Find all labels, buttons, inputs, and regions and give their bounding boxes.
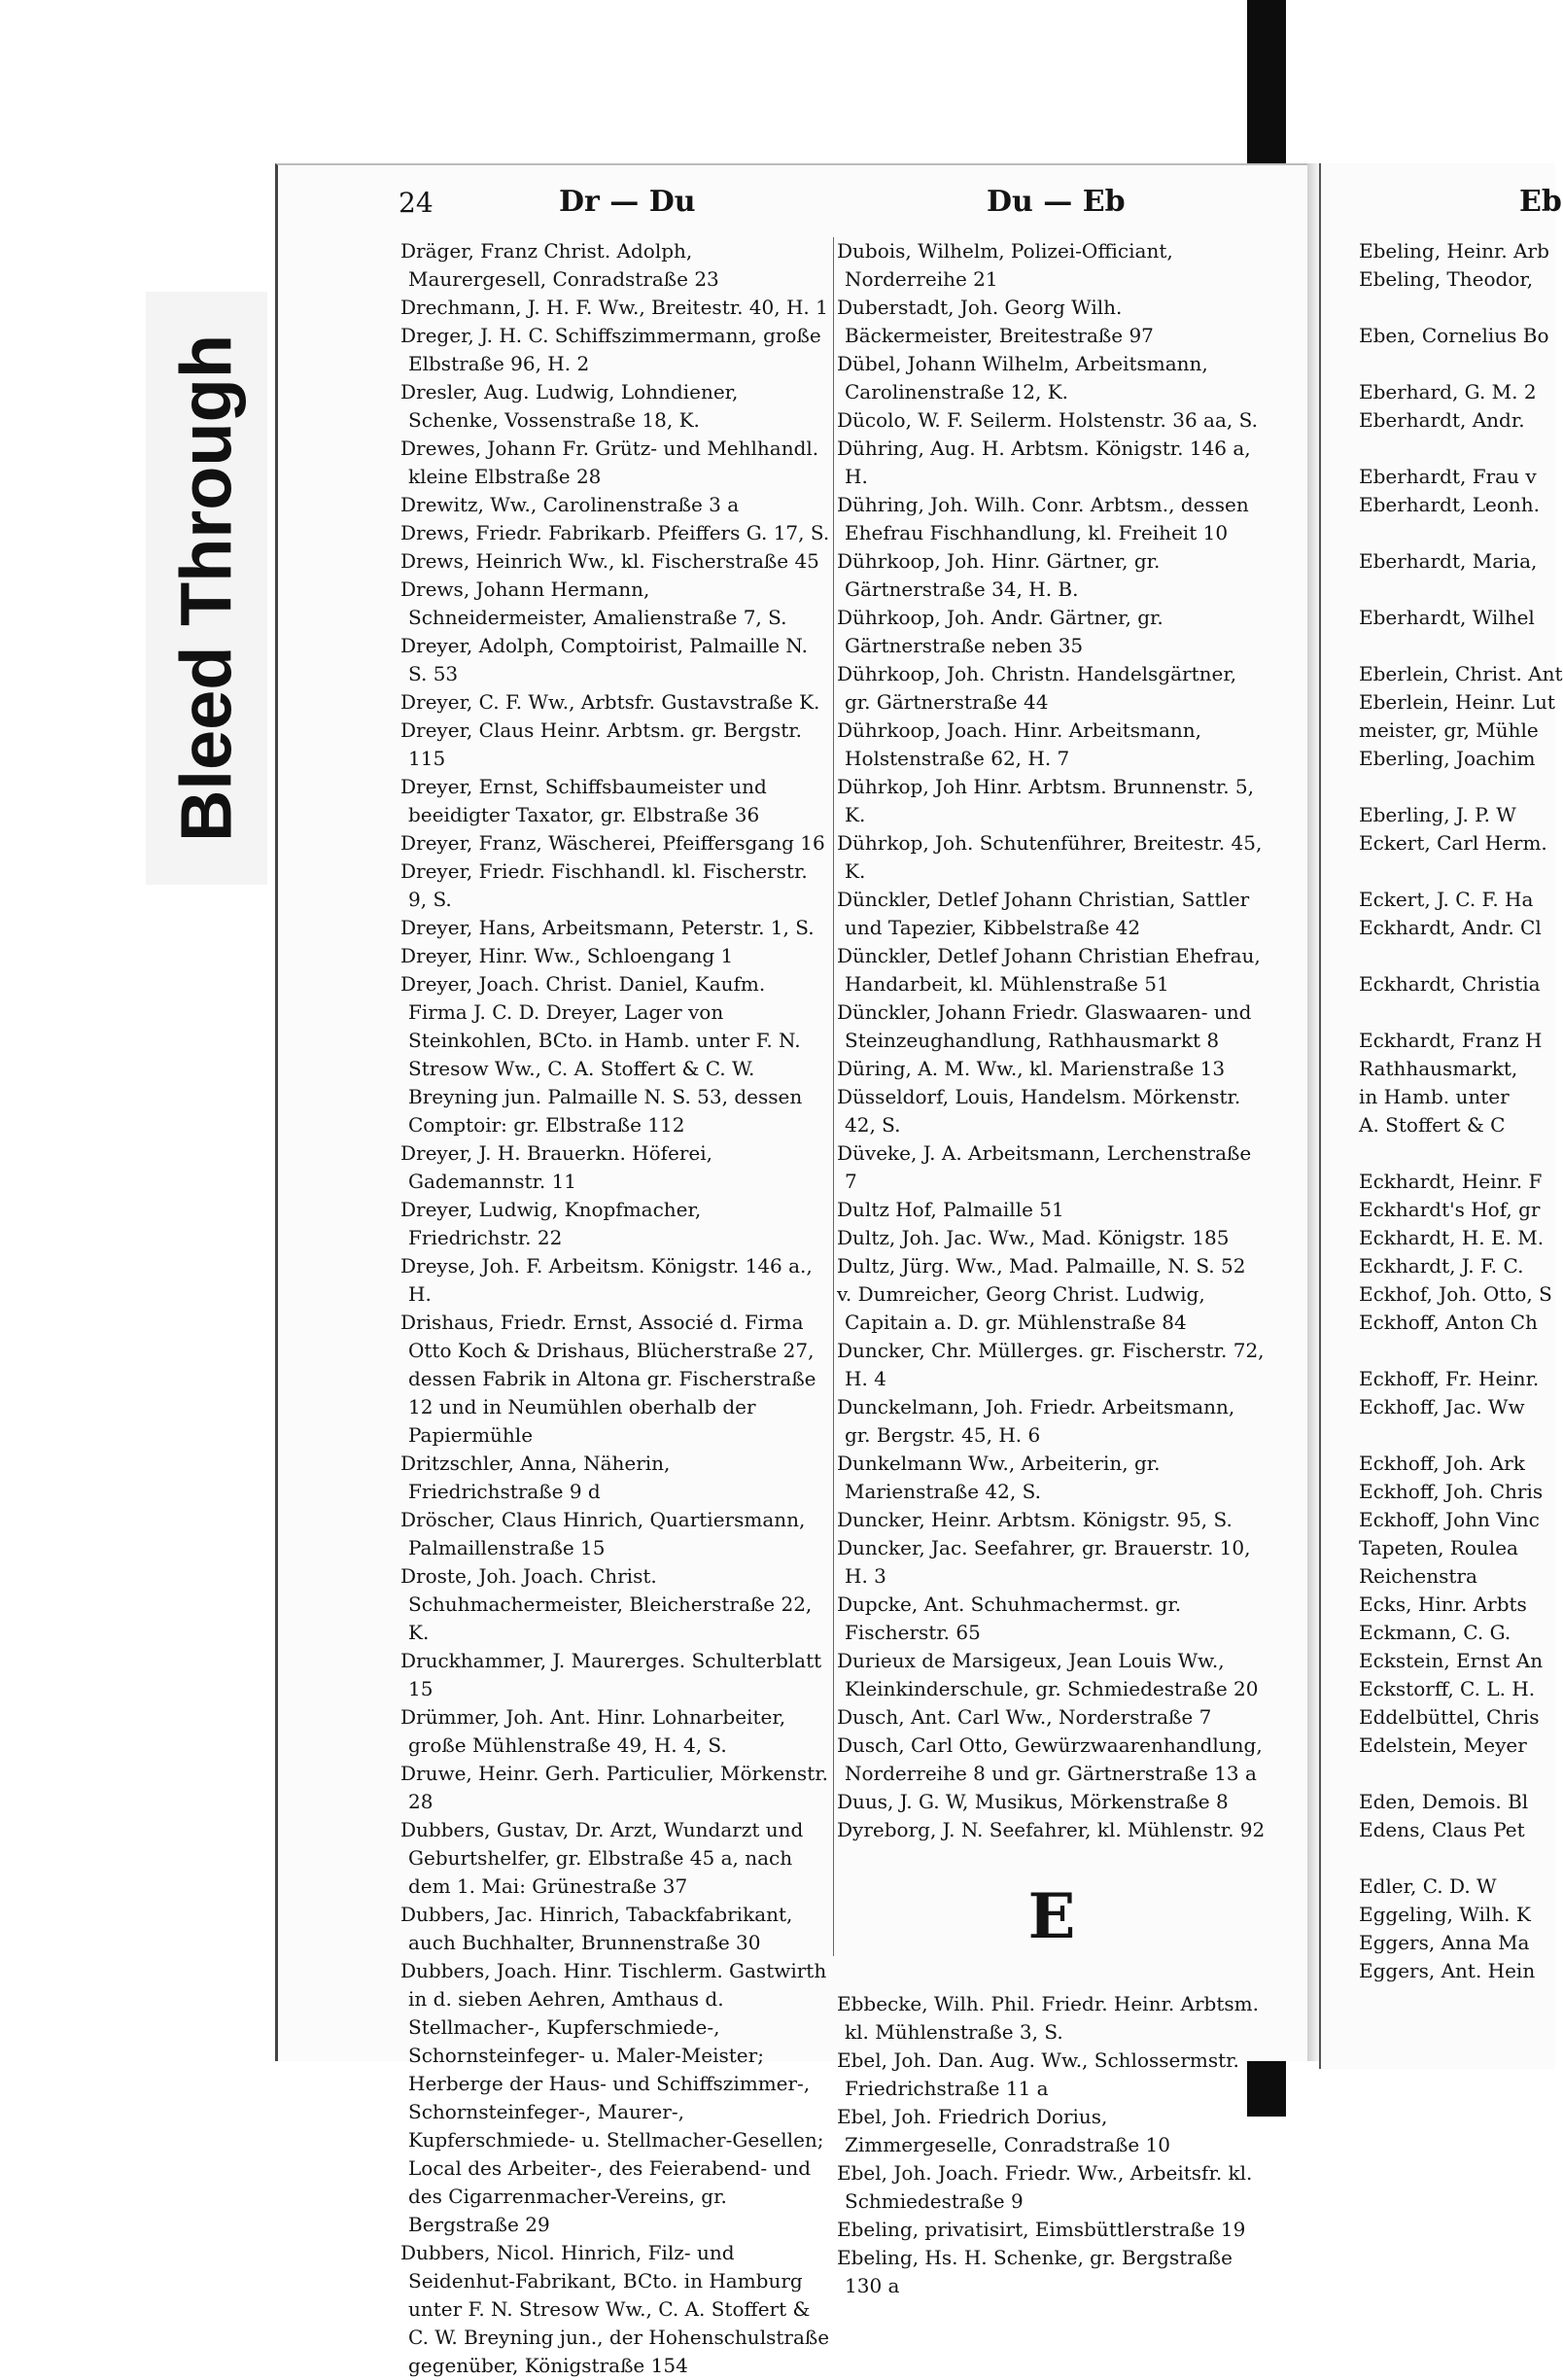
directory-column-c (1359, 237, 1563, 1985)
directory-entry: Dultz, Joh. Jac. Ww., Mad. Königstr. 185 (837, 1226, 1230, 1249)
directory-entry (1359, 1139, 1555, 1168)
directory-entry (1359, 632, 1555, 660)
directory-entry: Eden, Demois. Bl (1359, 1790, 1529, 1813)
directory-entry: Droste, Joh. Joach. Christ. Schuhmachermeister, Bleicherstraße 22, K. (400, 1564, 813, 1644)
directory-entry: Dupcke, Ant. Schuhmachermst. gr. Fischerstr. 65 (837, 1592, 1182, 1644)
directory-entry: Duus, J. G. W, Musikus, Mörkenstraße 8 (837, 1790, 1229, 1813)
directory-entry: Dünckler, Detlef Johann Christian Ehefrau, Handarbeit, kl. Mühlenstraße 51 (837, 944, 1261, 996)
directory-entry: Dreyer, Hinr. Ww., Schloengang 1 (400, 944, 734, 967)
directory-entry: A. Stoffert & C (1359, 1113, 1506, 1137)
directory-entry (1359, 576, 1555, 604)
directory-entry: Eckhardt, J. F. C. (1359, 1254, 1524, 1278)
directory-entry: Dührkoop, Joach. Hinr. Arbeitsmann, Holstenstraße 62, H. 7 (837, 718, 1201, 770)
directory-entry (1359, 858, 1555, 886)
directory-entry: Dunckelmann, Joh. Friedr. Arbeitsmann, gr. Bergstr. 45, H. 6 (837, 1395, 1235, 1447)
directory-entry: Eberhardt, Maria, (1359, 549, 1538, 573)
directory-entry: Eckert, J. C. F. Ha (1359, 888, 1534, 911)
directory-entry: Eckhardt, Heinr. F (1359, 1170, 1543, 1193)
directory-entry: Ebeling, Hs. H. Schenke, gr. Bergstraße 130 a (837, 2246, 1233, 2297)
directory-entry: Eggers, Anna Ma (1359, 1931, 1530, 1954)
directory-entry: Eckert, Carl Herm. (1359, 831, 1547, 855)
directory-entry: Dubois, Wilhelm, Polizei-Officiant, Norderreihe 21 (837, 239, 1173, 291)
directory-entry (1359, 1337, 1555, 1365)
directory-entry: Dräger, Franz Christ. Adolph, Maurergesell, Conradstraße 23 (400, 239, 719, 291)
directory-entry: Druwe, Heinr. Gerh. Particulier, Mörkenstr. 28 (400, 1762, 828, 1813)
directory-entry: Dünckler, Johann Friedr. Glaswaaren- und Steinzeughandlung, Rathhausmarkt 8 (837, 1000, 1252, 1052)
directory-entry: Düveke, J. A. Arbeitsmann, Lerchenstraße 7 (837, 1141, 1252, 1193)
directory-entry: Dreyer, Ludwig, Knopfmacher, Friedrichstr. 22 (400, 1198, 702, 1249)
directory-entry: Dreyer, Ernst, Schiffsbaumeister und beeidigter Taxator, gr. Elbstraße 36 (400, 775, 767, 826)
directory-entry: Eckhardt, Andr. Cl (1359, 916, 1542, 939)
directory-entry: Dubbers, Nicol. Hinrich, Filz- und Seidenhut-Fabrikant, BCto. in Hamburg unter F. N. Stresow Ww., C. A. Stoffert & C. W. Breyning jun., der Hohenschulstraße gegenüber, Königstraße 154 (400, 2241, 830, 2377)
directory-entry: Dreyse, Joh. F. Arbeitsm. Königstr. 146 a., H. (400, 1254, 813, 1306)
page-number: 24 (399, 187, 434, 219)
directory-entry: Drews, Friedr. Fabrikarb. Pfeiffers G. 17, S. (400, 521, 830, 544)
directory-entry: Dührkoop, Joh. Hinr. Gärtner, gr. Gärtnerstraße 34, H. B. (837, 549, 1161, 601)
directory-column-a (400, 237, 830, 2380)
directory-entry: Dreger, J. H. C. Schiffszimmermann, große Elbstraße 96, H. 2 (400, 324, 821, 375)
section-letter: E (1027, 1880, 1076, 1953)
directory-entry: Eckhardt, Christia (1359, 972, 1541, 996)
directory-entry: Dührkoop, Joh. Christn. Handelsgärtner, gr. Gärtnerstraße 44 (837, 662, 1237, 714)
column-divider (833, 237, 834, 1956)
directory-entry: Eberlein, Christ. Ant (1359, 662, 1563, 685)
directory-entry: v. Dumreicher, Georg Christ. Ludwig, Capitain a. D. gr. Mühlenstraße 84 (837, 1282, 1205, 1334)
directory-entry: Eben, Cornelius Bo (1359, 324, 1549, 347)
directory-entry: Drews, Johann Hermann, Schneidermeister, Amalienstraße 7, S. (400, 578, 787, 629)
directory-entry: Eckhoff, Anton Ch (1359, 1311, 1538, 1334)
directory-entry: Dührkop, Joh. Schutenführer, Breitestr. 45, K. (837, 831, 1263, 883)
directory-entry: Dreyer, J. H. Brauerkn. Höferei, Gademannstr. 11 (400, 1141, 713, 1193)
directory-entry: Dusch, Carl Otto, Gewürzwaarenhandlung, Norderreihe 8 und gr. Gärtnerstraße 13 a (837, 1733, 1263, 1785)
directory-entry: Duberstadt, Joh. Georg Wilh. Bäckermeister, Breitestraße 97 (837, 296, 1154, 347)
directory-entry: Dührkoop, Joh. Andr. Gärtner, gr. Gärtnerstraße neben 35 (837, 606, 1164, 657)
directory-entry: Dubbers, Jac. Hinrich, Tabackfabrikant, auch Buchhalter, Brunnenstraße 30 (400, 1903, 793, 1954)
directory-entry: Ebeling, Theodor, (1359, 267, 1534, 291)
directory-entry: Eckhardt's Hof, gr (1359, 1198, 1541, 1221)
directory-entry: Ebbecke, Wilh. Phil. Friedr. Heinr. Arbtsm. kl. Mühlenstraße 3, S. (837, 1992, 1259, 2044)
column-b-entries-d (837, 237, 1267, 1844)
directory-entry: Dreyer, Claus Heinr. Arbtsm. gr. Bergstr. 115 (400, 718, 802, 770)
directory-entry: Ebel, Joh. Joach. Friedr. Ww., Arbeitsfr. kl. Schmiedestraße 9 (837, 2161, 1253, 2213)
directory-entry: Eberhard, G. M. 2 (1359, 380, 1537, 403)
directory-entry: Dreyer, Joach. Christ. Daniel, Kaufm. Firma J. C. D. Dreyer, Lager von Steinkohlen, BCto. in Hamb. unter F. N. Stresow Ww., C. A. Stoffert & C. W. Breyning jun. Palmaille N. S. 53, dessen Comptoir: gr. Elbstraße 112 (400, 972, 803, 1137)
directory-entry: Dultz, Jürg. Ww., Mad. Palmaille, N. S. 52 (837, 1254, 1246, 1278)
directory-entry: Eckhoff, Jac. Ww (1359, 1395, 1525, 1418)
bleed-through-label (146, 292, 267, 885)
directory-entry: Eberhardt, Wilhel (1359, 606, 1535, 629)
directory-entry: Drewitz, Ww., Carolinenstraße 3 a (400, 493, 740, 516)
directory-entry: Eckhoff, John Vinc (1359, 1508, 1540, 1531)
directory-entry (1359, 1760, 1555, 1788)
directory-entry: Ebel, Joh. Dan. Aug. Ww., Schlossermstr. Friedrichstraße 11 a (837, 2048, 1239, 2100)
column-b-entries-e (837, 1990, 1267, 2300)
directory-entry: Drechmann, J. H. F. Ww., Breitestr. 40, H. 1 (400, 296, 828, 319)
directory-entry (1359, 294, 1555, 322)
directory-entry: Ebeling, privatisirt, Eimsbüttlerstraße 19 (837, 2218, 1246, 2241)
directory-entry: meister, gr, Mühle (1359, 718, 1539, 742)
directory-entry: Dreyer, Franz, Wäscherei, Pfeiffersgang 16 (400, 831, 825, 855)
directory-entry: Eckstein, Ernst An (1359, 1649, 1544, 1672)
directory-entry: Eckhardt, H. E. M. (1359, 1226, 1545, 1249)
directory-entry (1359, 942, 1555, 970)
directory-entry (1359, 1421, 1555, 1450)
book-gutter (1307, 163, 1319, 2061)
directory-entry: Eckstorff, C. L. H. (1359, 1677, 1536, 1700)
directory-entry: Eckhoff, Joh. Ark (1359, 1452, 1525, 1475)
directory-entry: Drishaus, Friedr. Ernst, Associé d. Firma Otto Koch & Drishaus, Blücherstraße 27, dessen Fabrik in Altona gr. Fischerstraße 12 und in Neumühlen oberhalb der Papiermühle (400, 1311, 816, 1447)
directory-entry: Dreyer, Adolph, Comptoirist, Palmaille N. S. 53 (400, 634, 809, 685)
directory-entry: Durieux de Marsigeux, Jean Louis Ww., Kleinkinderschule, gr. Schmiedestraße 20 (837, 1649, 1259, 1700)
directory-entry: Eberling, Joachim (1359, 747, 1536, 770)
directory-entry: Eckmann, C. G. (1359, 1621, 1511, 1644)
directory-entry: Dubbers, Gustav, Dr. Arzt, Wundarzt und Geburtshelfer, gr. Elbstraße 45 a, nach dem 1. Mai: Grünestraße 37 (400, 1818, 804, 1898)
directory-entry: Eddelbüttel, Chris (1359, 1705, 1540, 1729)
directory-entry: Dreyer, C. F. Ww., Arbtsfr. Gustavstraße K. (400, 690, 820, 714)
directory-entry: Ecks, Hinr. Arbts (1359, 1592, 1527, 1616)
directory-entry: in Hamb. unter (1359, 1085, 1510, 1108)
directory-entry: Dritzschler, Anna, Näherin, Friedrichstraße 9 d (400, 1452, 671, 1503)
directory-entry: Eckhoff, Joh. Chris (1359, 1480, 1544, 1503)
directory-entry: Reichenstra (1359, 1564, 1477, 1588)
directory-entry (1359, 773, 1555, 801)
directory-entry (1359, 350, 1555, 378)
directory-entry: Dunkelmann Ww., Arbeiterin, gr. Marienstraße 42, S. (837, 1452, 1161, 1503)
running-header-middle: Du — Eb (987, 185, 1126, 219)
directory-entry: Dühring, Aug. H. Arbtsm. Königstr. 146 a, H. (837, 437, 1251, 488)
directory-entry: Ebel, Joh. Friedrich Dorius, Zimmergeselle, Conradstraße 10 (837, 2105, 1170, 2156)
directory-entry: Dührkop, Joh Hinr. Arbtsm. Brunnenstr. 5, K. (837, 775, 1254, 826)
directory-entry: Dusch, Ant. Carl Ww., Norderstraße 7 (837, 1705, 1212, 1729)
directory-entry: Eggeling, Wilh. K (1359, 1903, 1531, 1926)
bleed-through-label-text: Bleed Through (165, 333, 247, 843)
directory-entry: Eggers, Ant. Hein (1359, 1959, 1536, 1982)
directory-entry (1359, 519, 1555, 547)
directory-entry: Eckhoff, Fr. Heinr. (1359, 1367, 1540, 1390)
directory-entry (1359, 435, 1555, 463)
directory-entry: Dünckler, Detlef Johann Christian, Sattler und Tapezier, Kibbelstraße 42 (837, 888, 1250, 939)
directory-entry: Tapeten, Roulea (1359, 1536, 1518, 1559)
directory-entry: Eckhof, Joh. Otto, S (1359, 1282, 1552, 1306)
directory-entry: Dultz Hof, Palmaille 51 (837, 1198, 1064, 1221)
directory-entry: Eberhardt, Frau v (1359, 465, 1537, 488)
directory-entry: Ebeling, Heinr. Arb (1359, 239, 1549, 262)
directory-entry: Dübel, Johann Wilhelm, Arbeitsmann, Carolinenstraße 12, K. (837, 352, 1208, 403)
directory-entry: Eberhardt, Andr. (1359, 408, 1525, 432)
directory-entry: Dreyer, Friedr. Fischhandl. kl. Fischerstr. 9, S. (400, 859, 808, 911)
directory-entry: Drewes, Johann Fr. Grütz- und Mehlhandl. kleine Elbstraße 28 (400, 437, 819, 488)
directory-entry: Dröscher, Claus Hinrich, Quartiersmann, Palmaillenstraße 15 (400, 1508, 806, 1559)
directory-entry: Dubbers, Joach. Hinr. Tischlerm. Gastwirth in d. sieben Aehren, Amthaus d. Stellmacher-, Kupferschmiede-, Schornsteinfeger- u. Maler-Meister; Herberge der Haus- und Schiffszimmer-, Schornsteinfeger-, Maurer-, Kupferschmiede- u. Stellmacher-Gesellen; Local des Arbeiter-, des Feierabend- und des Cigarrenmacher-Vereins, gr. Bergstraße 29 (400, 1959, 827, 2236)
directory-entry: Edelstein, Meyer (1359, 1733, 1527, 1757)
directory-entry (1359, 1844, 1555, 1872)
directory-entry: Duncker, Jac. Seefahrer, gr. Brauerstr. 10, H. 3 (837, 1536, 1251, 1588)
directory-entry: Düsseldorf, Louis, Handelsm. Mörkenstr. 42, S. (837, 1085, 1241, 1137)
directory-entry: Dreyer, Hans, Arbeitsmann, Peterstr. 1, S. (400, 916, 815, 939)
directory-entry: Duncker, Chr. Müllerges. gr. Fischerstr. 72, H. 4 (837, 1339, 1265, 1390)
directory-entry: Druckhammer, J. Maurerges. Schulterblatt 15 (400, 1649, 822, 1700)
directory-entry: Eckhardt, Franz H (1359, 1029, 1543, 1052)
running-header-right: Eb (1519, 185, 1562, 219)
directory-entry: Edler, C. D. W (1359, 1874, 1497, 1898)
directory-entry: Edens, Claus Pet (1359, 1818, 1525, 1841)
directory-entry: Eberling, J. P. W (1359, 803, 1516, 826)
directory-entry: Dyreborg, J. N. Seefahrer, kl. Mühlenstr. 92 (837, 1818, 1266, 1841)
directory-entry: Eberhardt, Leonh. (1359, 493, 1540, 516)
directory-entry (1359, 998, 1555, 1027)
directory-entry: Dühring, Joh. Wilh. Conr. Arbtsm., dessen Ehefrau Fischhandlung, kl. Freiheit 10 (837, 493, 1249, 544)
directory-column-b (837, 237, 1267, 2300)
directory-entry: Drümmer, Joh. Ant. Hinr. Lohnarbeiter, große Mühlenstraße 49, H. 4, S. (400, 1705, 786, 1757)
running-header-left: Dr — Du (559, 185, 696, 219)
directory-entry: Düring, A. M. Ww., kl. Marienstraße 13 (837, 1057, 1226, 1080)
directory-entry: Duncker, Heinr. Arbtsm. Königstr. 95, S. (837, 1508, 1233, 1531)
directory-entry: Drews, Heinrich Ww., kl. Fischerstraße 45 (400, 549, 819, 573)
directory-entry: Eberlein, Heinr. Lut (1359, 690, 1555, 714)
directory-entry: Rathhausmarkt, (1359, 1057, 1518, 1080)
directory-entry: Dresler, Aug. Ludwig, Lohndiener, Schenke, Vossenstraße 18, K. (400, 380, 739, 432)
directory-entry: Dücolo, W. F. Seilerm. Holstenstr. 36 aa, S. (837, 408, 1258, 432)
